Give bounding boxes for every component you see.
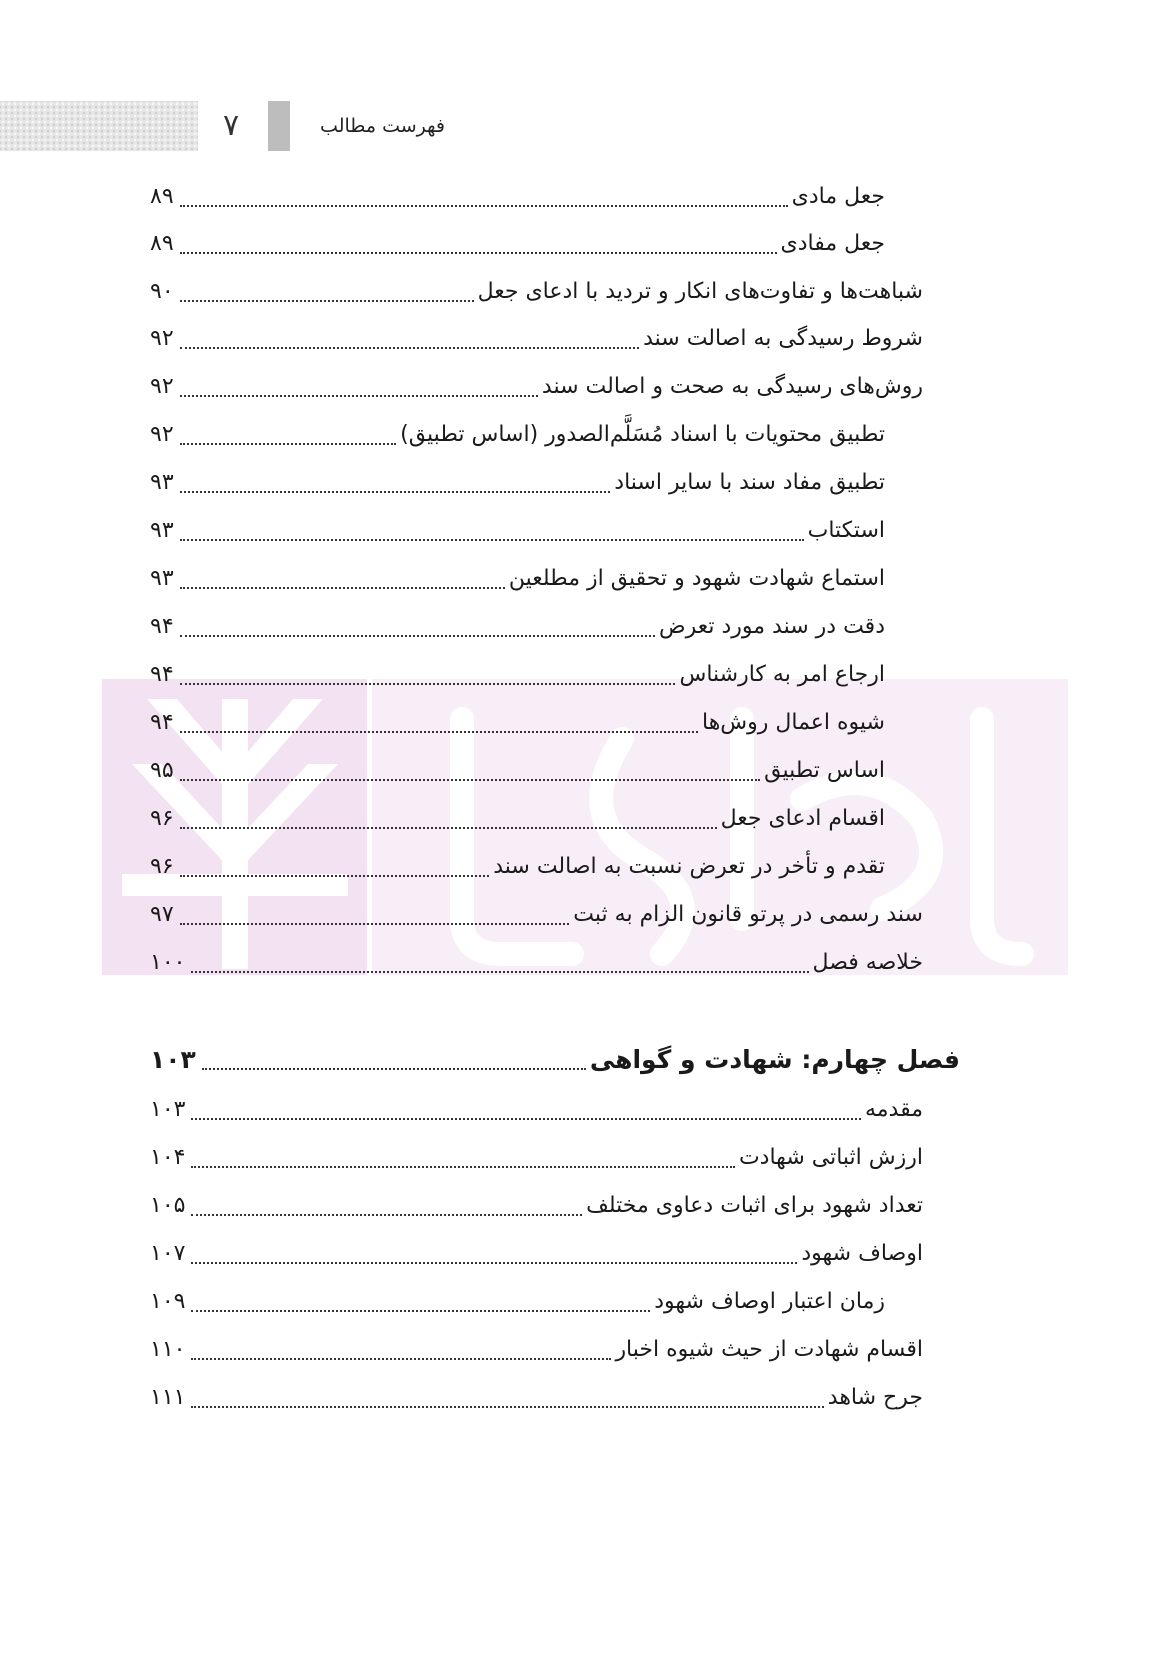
toc-page-number: ۱۰۳ bbox=[150, 1045, 196, 1074]
toc-page-number: ۹۳ bbox=[150, 566, 174, 591]
toc-entry[interactable] bbox=[150, 559, 885, 599]
dotted-leader bbox=[202, 1066, 586, 1070]
dotted-leader bbox=[180, 825, 717, 829]
toc-page-number: ۹۲ bbox=[150, 422, 174, 447]
toc-title: سند رسمی در پرتو قانون الزام به ثبت bbox=[573, 902, 923, 927]
toc-entry[interactable] bbox=[150, 1138, 923, 1178]
toc-page-number: ۹۳ bbox=[150, 518, 174, 543]
dotted-leader bbox=[180, 873, 490, 877]
toc-title: فصل چهارم: شهادت و گواهی bbox=[589, 1045, 960, 1074]
toc-title: تطبیق مفاد سند با سایر اسناد bbox=[614, 470, 885, 495]
dotted-leader bbox=[180, 729, 698, 733]
toc-page-number: ۱۰۷ bbox=[150, 1241, 186, 1266]
toc-page-number: ۹۲ bbox=[150, 326, 174, 351]
dotted-leader bbox=[191, 1404, 823, 1408]
toc-title: اساس تطبیق bbox=[764, 758, 885, 783]
toc-page-number: ۹۲ bbox=[150, 374, 174, 399]
toc-title: ارزش اثباتی شهادت bbox=[738, 1145, 923, 1170]
toc-title: استماع شهادت شهود و تحقیق از مطلعین bbox=[508, 566, 885, 591]
toc-page-number: ۱۰۳ bbox=[150, 1097, 186, 1122]
page-number: ۷ bbox=[222, 108, 240, 143]
dotted-leader bbox=[191, 1212, 582, 1216]
toc-title: تقدم و تأخر در تعرض نسبت به اصالت سند bbox=[493, 854, 885, 879]
toc-page-number: ۱۰۴ bbox=[150, 1145, 186, 1170]
dotted-leader bbox=[180, 777, 760, 781]
toc-title: خلاصه فصل bbox=[812, 950, 923, 975]
dotted-leader bbox=[180, 921, 570, 925]
toc-entry[interactable] bbox=[150, 751, 885, 791]
dotted-leader bbox=[180, 681, 676, 685]
header-pattern-strip bbox=[0, 101, 198, 151]
toc-entry[interactable] bbox=[150, 511, 885, 551]
toc-page-number: ۱۰۹ bbox=[150, 1289, 186, 1314]
toc-title: زمان اعتبار اوصاف شهود bbox=[654, 1289, 885, 1314]
toc-entry[interactable] bbox=[150, 367, 923, 407]
toc-page-number: ۱۱۰ bbox=[150, 1337, 186, 1362]
dotted-leader bbox=[191, 1356, 611, 1360]
toc-page-number: ۱۱۱ bbox=[150, 1385, 186, 1410]
toc-entry[interactable] bbox=[150, 463, 885, 503]
toc-entry[interactable] bbox=[150, 1234, 923, 1274]
toc-entry[interactable] bbox=[150, 319, 923, 359]
dotted-leader bbox=[180, 393, 538, 397]
toc-page-number: ۹۶ bbox=[150, 806, 174, 831]
dotted-leader bbox=[191, 1116, 861, 1120]
dotted-leader bbox=[191, 1164, 735, 1168]
toc-title: شروط رسیدگی به اصالت سند bbox=[643, 326, 923, 351]
toc-entry[interactable] bbox=[150, 272, 923, 312]
toc-page-number: ۹۴ bbox=[150, 710, 174, 735]
toc-page-number: ۸۹ bbox=[150, 184, 174, 209]
toc-entry[interactable] bbox=[150, 943, 923, 983]
toc-entry[interactable] bbox=[150, 607, 885, 647]
toc-entry[interactable] bbox=[150, 1378, 923, 1418]
toc-entry[interactable] bbox=[150, 1330, 923, 1370]
toc-entry[interactable] bbox=[150, 655, 885, 695]
toc-title: ارجاع امر به کارشناس bbox=[679, 662, 885, 687]
toc-page-number: ۹۷ bbox=[150, 902, 174, 927]
dotted-leader bbox=[180, 585, 505, 589]
dotted-leader bbox=[180, 537, 804, 541]
toc-title: تعداد شهود برای اثبات دعاوی مختلف bbox=[586, 1193, 923, 1218]
toc-title: جعل مفادی bbox=[780, 231, 885, 256]
toc-entry[interactable] bbox=[150, 1282, 885, 1322]
toc-title: اوصاف شهود bbox=[801, 1241, 923, 1266]
toc-entry[interactable] bbox=[150, 895, 923, 935]
dotted-leader bbox=[191, 1260, 797, 1264]
toc-title: اقسام ادعای جعل bbox=[720, 806, 885, 831]
header-divider-bar bbox=[268, 101, 290, 151]
toc-title: مقدمه bbox=[864, 1097, 923, 1122]
toc-entry[interactable] bbox=[150, 1186, 923, 1226]
toc-entry[interactable] bbox=[150, 1090, 923, 1130]
dotted-leader bbox=[180, 298, 474, 302]
dotted-leader bbox=[191, 969, 808, 973]
toc-chapter-heading[interactable] bbox=[150, 1040, 960, 1080]
dotted-leader bbox=[180, 441, 396, 445]
toc-title: دقت در سند مورد تعرض bbox=[659, 614, 885, 639]
toc-page-number: ۸۹ bbox=[150, 231, 174, 256]
toc-page-number: ۹۴ bbox=[150, 662, 174, 687]
toc-page-number: ۱۰۵ bbox=[150, 1193, 186, 1218]
toc-page-number: ۹۰ bbox=[150, 279, 174, 304]
toc-title: جرح شاهد bbox=[827, 1385, 923, 1410]
toc-entry[interactable] bbox=[150, 415, 885, 455]
toc-entry[interactable] bbox=[150, 703, 885, 743]
dotted-leader bbox=[180, 203, 788, 207]
toc-entry[interactable] bbox=[150, 224, 885, 264]
dotted-leader bbox=[180, 250, 777, 254]
toc-entry[interactable] bbox=[150, 177, 885, 217]
toc-page-number: ۹۶ bbox=[150, 854, 174, 879]
toc-title: تطبیق محتویات با اسناد مُسَلَّم‌الصدور (اساس تطبیق) bbox=[400, 422, 885, 447]
running-header-title: فهرست مطالب bbox=[320, 115, 445, 137]
dotted-leader bbox=[180, 345, 639, 349]
toc-title: شیوه اعمال روش‌ها bbox=[701, 710, 885, 735]
toc-page-number: ۹۳ bbox=[150, 470, 174, 495]
toc-page-number: ۱۰۰ bbox=[150, 950, 186, 975]
toc-title: استکتاب bbox=[807, 518, 885, 543]
dotted-leader bbox=[180, 489, 611, 493]
dotted-leader bbox=[191, 1308, 650, 1312]
toc-title: اقسام شهادت از حیث شیوه اخبار bbox=[615, 1337, 923, 1362]
toc-page-number: ۹۴ bbox=[150, 614, 174, 639]
toc-page-number: ۹۵ bbox=[150, 758, 174, 783]
toc-entry[interactable] bbox=[150, 799, 885, 839]
toc-title: روش‌های رسیدگی به صحت و اصالت سند bbox=[541, 374, 923, 399]
toc-entry[interactable] bbox=[150, 847, 885, 887]
toc-title: شباهت‌ها و تفاوت‌های انکار و تردید با ادعای جعل bbox=[477, 279, 923, 304]
dotted-leader bbox=[180, 633, 655, 637]
toc-title: جعل مادی bbox=[791, 184, 885, 209]
